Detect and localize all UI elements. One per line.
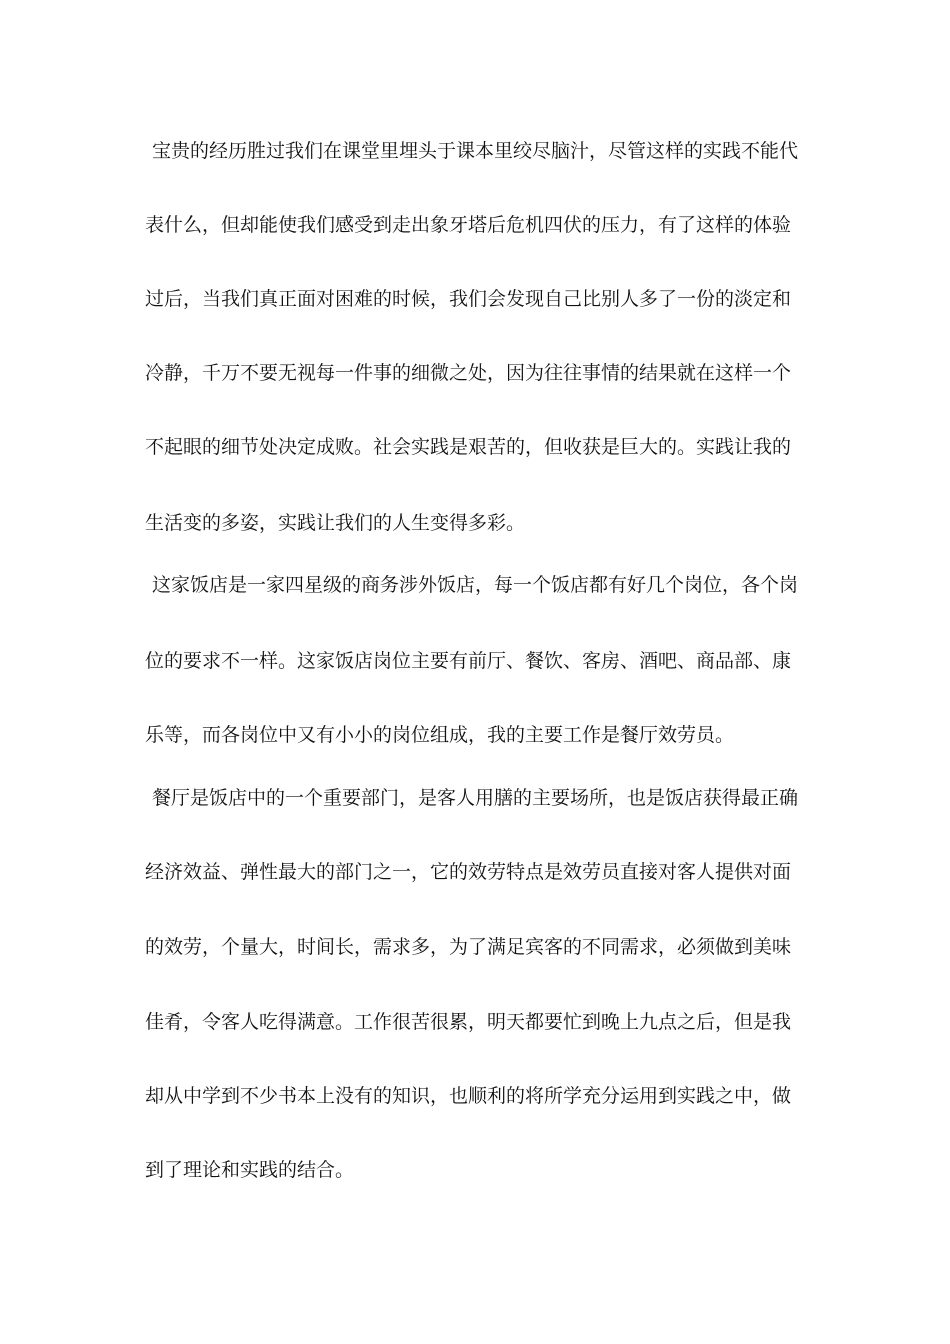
paragraph-line: 经济效益、弹性最大的部门之一，它的效劳特点是效劳员直接对客人提供对面 <box>145 861 792 883</box>
paragraph-line: 到了理论和实践的结合。 <box>145 1159 355 1181</box>
paragraph-line: 不起眼的细节处决定成败。社会实践是艰苦的，但收获是巨大的。实践让我的 <box>145 436 792 458</box>
paragraph-line: 餐厅是饭店中的一个重要部门，是客人用膳的主要场所，也是饭店获得最正确 <box>152 787 799 809</box>
paragraph-line: 这家饭店是一家四星级的商务涉外饭店，每一个饭店都有好几个岗位，各个岗 <box>152 574 799 596</box>
paragraph-line: 的效劳，个量大，时间长，需求多，为了满足宾客的不同需求，必须做到美味 <box>145 936 792 958</box>
paragraph-line: 冷静，千万不要无视每一件事的细微之处，因为往往事情的结果就在这样一个 <box>145 362 792 384</box>
paragraph-line: 位的要求不一样。这家饭店岗位主要有前厅、餐饮、客房、酒吧、商品部、康 <box>145 650 792 672</box>
paragraph-line: 乐等，而各岗位中又有小小的岗位组成，我的主要工作是餐厅效劳员。 <box>145 724 735 746</box>
paragraph-line: 却从中学到不少书本上没有的知识，也顺利的将所学充分运用到实践之中，做 <box>145 1085 792 1107</box>
paragraph-line: 佳肴，令客人吃得满意。工作很苦很累，明天都要忙到晚上九点之后，但是我 <box>145 1011 792 1033</box>
paragraph-line: 表什么，但却能使我们感受到走出象牙塔后危机四伏的压力，有了这样的体验 <box>145 214 792 236</box>
paragraph-line: 宝贵的经历胜过我们在课堂里埋头于课本里绞尽脑汁，尽管这样的实践不能代 <box>152 140 799 162</box>
paragraph-line: 过后，当我们真正面对困难的时候，我们会发现自己比别人多了一份的淡定和 <box>145 288 792 310</box>
paragraph-line: 生活变的多姿，实践让我们的人生变得多彩。 <box>145 512 526 534</box>
